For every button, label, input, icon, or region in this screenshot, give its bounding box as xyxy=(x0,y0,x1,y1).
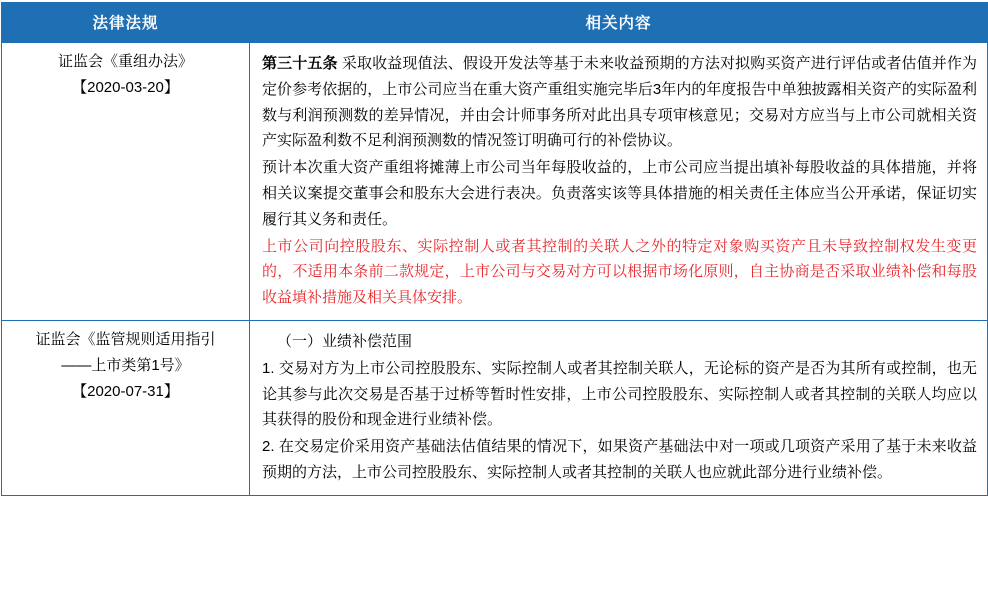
content-cell xyxy=(250,43,988,321)
column-header-law: 法律法规 xyxy=(2,3,250,43)
law-name-line: 证监会《监管规则适用指引 xyxy=(35,330,216,348)
law-name-cell xyxy=(2,320,250,495)
law-date-line: 【2020-07-31】 xyxy=(72,383,179,401)
content-paragraph xyxy=(262,51,977,154)
table-body xyxy=(2,43,988,496)
table-header xyxy=(2,3,988,43)
content-paragraph: 预计本次重大资产重组将摊薄上市公司当年每股收益的，上市公司应当提出填补每股收益的具体措施，并将相关议案提交董事会和股东大会进行表决。负责落实该等具体措施的相关责任主体应当公开承诺，保证切实履行其义务和责任。 xyxy=(262,159,977,228)
table-header-row xyxy=(2,3,988,43)
table-row xyxy=(2,43,988,321)
article-number: 第三十五条 xyxy=(262,55,338,72)
law-regulation-table xyxy=(1,2,988,496)
law-name-line: 证监会《重组办法》 xyxy=(57,53,193,70)
content-paragraph-highlighted: 上市公司向控股股东、实际控制人或者其控制的关联人之外的特定对象购买资产且未导致控制权发生变更的，不适用本条前二款规定，上市公司与交易对方可以根据市场化原则，自主协商是否采取业绩补偿和每股收益填补措施及相关具体安排。 xyxy=(262,237,977,307)
content-paragraph: 2. 在交易定价采用资产基础法估值结果的情况下，如果资产基础法中对一项或几项资产采用了基于未来收益预期的方法，上市公司控股股东、实际控制人或者其控制的关联人也应就此部分进行业绩补偿。 xyxy=(262,438,977,481)
law-name-cell xyxy=(2,43,250,321)
law-date-line: 【2020-03-20】 xyxy=(72,79,179,97)
content-cell xyxy=(250,320,988,495)
table-row xyxy=(2,320,988,495)
content-subheading: （一）业绩补偿范围 xyxy=(277,332,413,350)
content-paragraph: 1. 交易对方为上市公司控股股东、实际控制人或者其控制关联人，无论标的资产是否为其所有或控制，也无论其参与此次交易是否基于过桥等暂时性安排，上市公司控股股东、实际控制人或者其控制的关联人均应以其获得的股份和现金进行业绩补偿。 xyxy=(262,359,977,429)
column-header-content: 相关内容 xyxy=(250,3,988,43)
article-text: 采取收益现值法、假设开发法等基于未来收益预期的方法对拟购买资产进行评估或者估值并作为定价参考依据的，上市公司应当在重大资产重组实施完毕后3年内的年度报告中单独披露相关资产的实际盈利数与利润预测数的差异情况，并由会计师事务所对此出具专项审核意见；交易对方应当与上市公司就相关资产实际盈利数不足利润预测数的情况签订明确可行的补偿协议。 xyxy=(262,55,977,150)
law-name-line-2: ——上市类第1号》 xyxy=(61,357,190,375)
